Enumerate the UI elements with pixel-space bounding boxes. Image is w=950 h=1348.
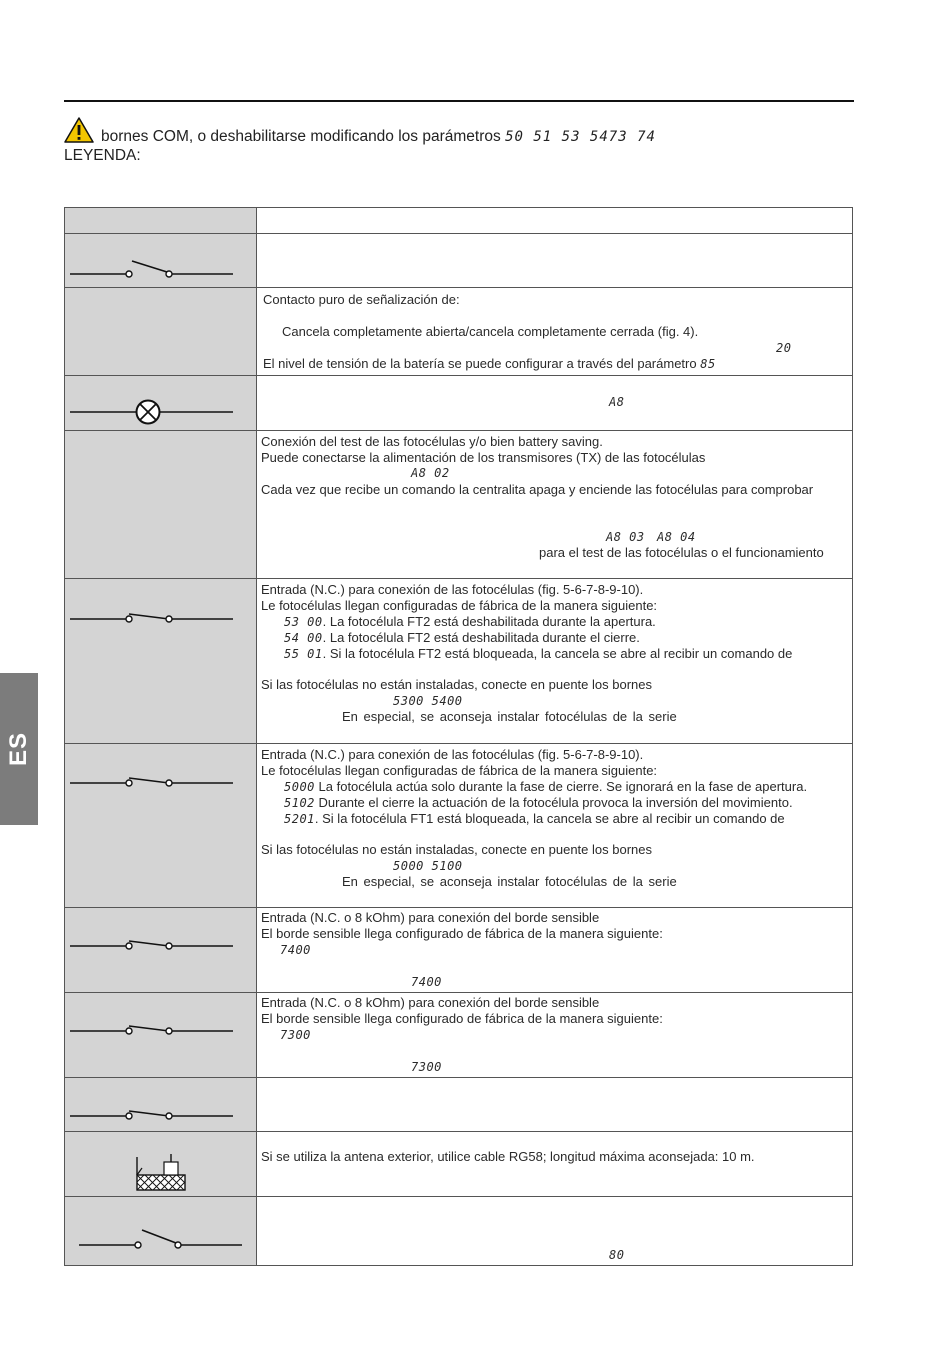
param-value: 5102 xyxy=(284,796,315,810)
desc-line: Puede conectarse la alimentación de los transmisores (TX) de las fotocélulas xyxy=(261,450,706,465)
table-row xyxy=(65,993,853,1078)
table-header-row xyxy=(65,208,853,234)
desc-line: Entrada (N.C.) para conexión de las fotocélulas (fig. 5-6-7-8-9-10). xyxy=(261,582,644,597)
param-value: 85 xyxy=(700,357,716,371)
symbol-cell xyxy=(65,431,257,578)
symbol-cell xyxy=(65,579,257,743)
param-value: A8 02 xyxy=(411,466,450,480)
param-value: 20 xyxy=(776,341,792,355)
desc-line: El borde sensible llega configurado de fábrica de la manera siguiente: xyxy=(261,926,663,941)
desc-line: 5102 Durante el cierre la actuación de la fotocélula provoca la inversión del movimiento. xyxy=(284,795,793,810)
table-row xyxy=(65,908,853,993)
param-value: 7400 xyxy=(280,943,311,957)
table-row xyxy=(65,288,853,376)
symbol-cell xyxy=(65,1197,257,1265)
desc-line: 55 01. Si la fotocélula FT2 está bloqueada, la cancela se abre al recibir un comando de xyxy=(284,646,793,661)
param-value: 7300 xyxy=(411,1060,442,1074)
description-cell xyxy=(257,431,853,578)
desc-line: 53 00. La fotocélula FT2 está deshabilitada durante la apertura. xyxy=(284,614,656,629)
description-cell xyxy=(257,908,853,992)
description-cell xyxy=(257,744,853,907)
table-row xyxy=(65,744,853,908)
param-value: 53 00 xyxy=(284,615,323,629)
desc-line: El nivel de tensión de la batería se puede configurar a través del parámetro 85 xyxy=(263,356,716,371)
param-value: 54 00 xyxy=(284,631,323,645)
param-value: 55 01 xyxy=(284,647,323,661)
desc-line: Si se utiliza la antena exterior, utilice cable RG58; longitud máxima aconsejada: 10 m. xyxy=(261,1149,755,1164)
description-cell xyxy=(257,376,853,430)
desc-line: Entrada (N.C. o 8 kOhm) para conexión del borde sensible xyxy=(261,995,600,1010)
description-cell xyxy=(257,579,853,743)
lamp-symbol xyxy=(65,376,257,431)
param-value: 7400 xyxy=(411,975,442,989)
intro-params: 50 51 53 5473 74 xyxy=(505,129,656,145)
description-cell xyxy=(257,993,853,1077)
table-row xyxy=(65,579,853,744)
switch-nc-symbol xyxy=(65,579,257,744)
header-cell-left xyxy=(65,208,257,233)
symbol-cell xyxy=(65,1132,257,1196)
top-rule xyxy=(64,100,854,102)
header-cell-right xyxy=(257,208,853,233)
param-value: 5000 5100 xyxy=(393,859,463,873)
param-value: A8 xyxy=(609,395,625,409)
switch-nc-symbol xyxy=(65,744,257,908)
desc-line: Le fotocélulas llegan configuradas de fábrica de la manera siguiente: xyxy=(261,763,658,778)
desc-line: para el test de las fotocélulas o el funcionamiento xyxy=(539,545,824,560)
description-cell xyxy=(257,1078,853,1131)
symbol-cell xyxy=(65,993,257,1077)
desc-line: Cada vez que recibe un comando la centralita apaga y enciende las fotocélulas para comprobar xyxy=(261,482,814,497)
desc-line: Entrada (N.C. o 8 kOhm) para conexión del borde sensible xyxy=(261,910,600,925)
table-row xyxy=(65,431,853,579)
desc-line: 5201. Si la fotocélula FT1 está bloqueada, la cancela se abre al recibir un comando de xyxy=(284,811,785,826)
param-value: A8 03 xyxy=(606,530,645,544)
desc-line: Le fotocélulas llegan configuradas de fábrica de la manera siguiente: xyxy=(261,598,658,613)
param-value: 80 xyxy=(609,1248,625,1262)
switch-open-symbol xyxy=(65,1197,257,1266)
symbol-cell xyxy=(65,234,257,287)
desc-line: Si las fotocélulas no están instaladas, conecte en puente los bornes xyxy=(261,677,652,692)
language-tab-label: ES xyxy=(5,731,32,767)
intro-line xyxy=(101,128,656,146)
switch-open-symbol xyxy=(65,234,257,288)
symbol-cell xyxy=(65,376,257,430)
description-cell xyxy=(257,1132,853,1196)
desc-line: En especial, se aconseja instalar fotocélulas de la serie xyxy=(342,874,677,889)
switch-nc-symbol xyxy=(65,1078,257,1132)
warning-icon xyxy=(64,117,94,143)
legend-label: LEYENDA: xyxy=(64,147,141,164)
desc-line: Si las fotocélulas no están instaladas, conecte en puente los bornes xyxy=(261,842,652,857)
intro-text: bornes COM, o deshabilitarse modificando los parámetros xyxy=(101,128,501,145)
param-value: 5201 xyxy=(284,812,315,826)
desc-line: Cancela completamente abierta/cancela completamente cerrada (fig. 4). xyxy=(282,324,699,339)
desc-line: El borde sensible llega configurado de fábrica de la manera siguiente: xyxy=(261,1011,663,1026)
switch-nc-symbol xyxy=(65,908,257,993)
symbol-cell xyxy=(65,908,257,992)
desc-line: Conexión del test de las fotocélulas y/o bien battery saving. xyxy=(261,434,603,449)
desc-line: Entrada (N.C.) para conexión de las fotocélulas (fig. 5-6-7-8-9-10). xyxy=(261,747,644,762)
desc-line: En especial, se aconseja instalar fotocélulas de la serie xyxy=(342,709,677,724)
param-value: 5000 xyxy=(284,780,315,794)
description-cell xyxy=(257,1197,853,1265)
desc-line: 54 00. La fotocélula FT2 está deshabilitada durante el cierre. xyxy=(284,630,640,645)
symbol-cell xyxy=(65,288,257,375)
table-row xyxy=(65,1132,853,1197)
description-cell xyxy=(257,234,853,287)
param-value: 7300 xyxy=(280,1028,311,1042)
symbol-cell xyxy=(65,744,257,907)
param-value: A8 04 xyxy=(657,530,696,544)
description-cell xyxy=(257,288,853,375)
legend-table xyxy=(64,207,853,1266)
desc-line: Contacto puro de señalización de: xyxy=(263,292,460,307)
table-row xyxy=(65,376,853,431)
language-tab xyxy=(0,673,38,825)
param-value: 5300 5400 xyxy=(393,694,463,708)
desc-line: 5000 La fotocélula actúa solo durante la fase de cierre. Se ignorará en la fase de apertura. xyxy=(284,779,808,794)
symbol-cell xyxy=(65,1078,257,1131)
antenna-terminal-icon xyxy=(65,1132,257,1197)
table-row xyxy=(65,1197,853,1266)
switch-nc-symbol xyxy=(65,993,257,1078)
table-row xyxy=(65,1078,853,1132)
table-row xyxy=(65,234,853,288)
